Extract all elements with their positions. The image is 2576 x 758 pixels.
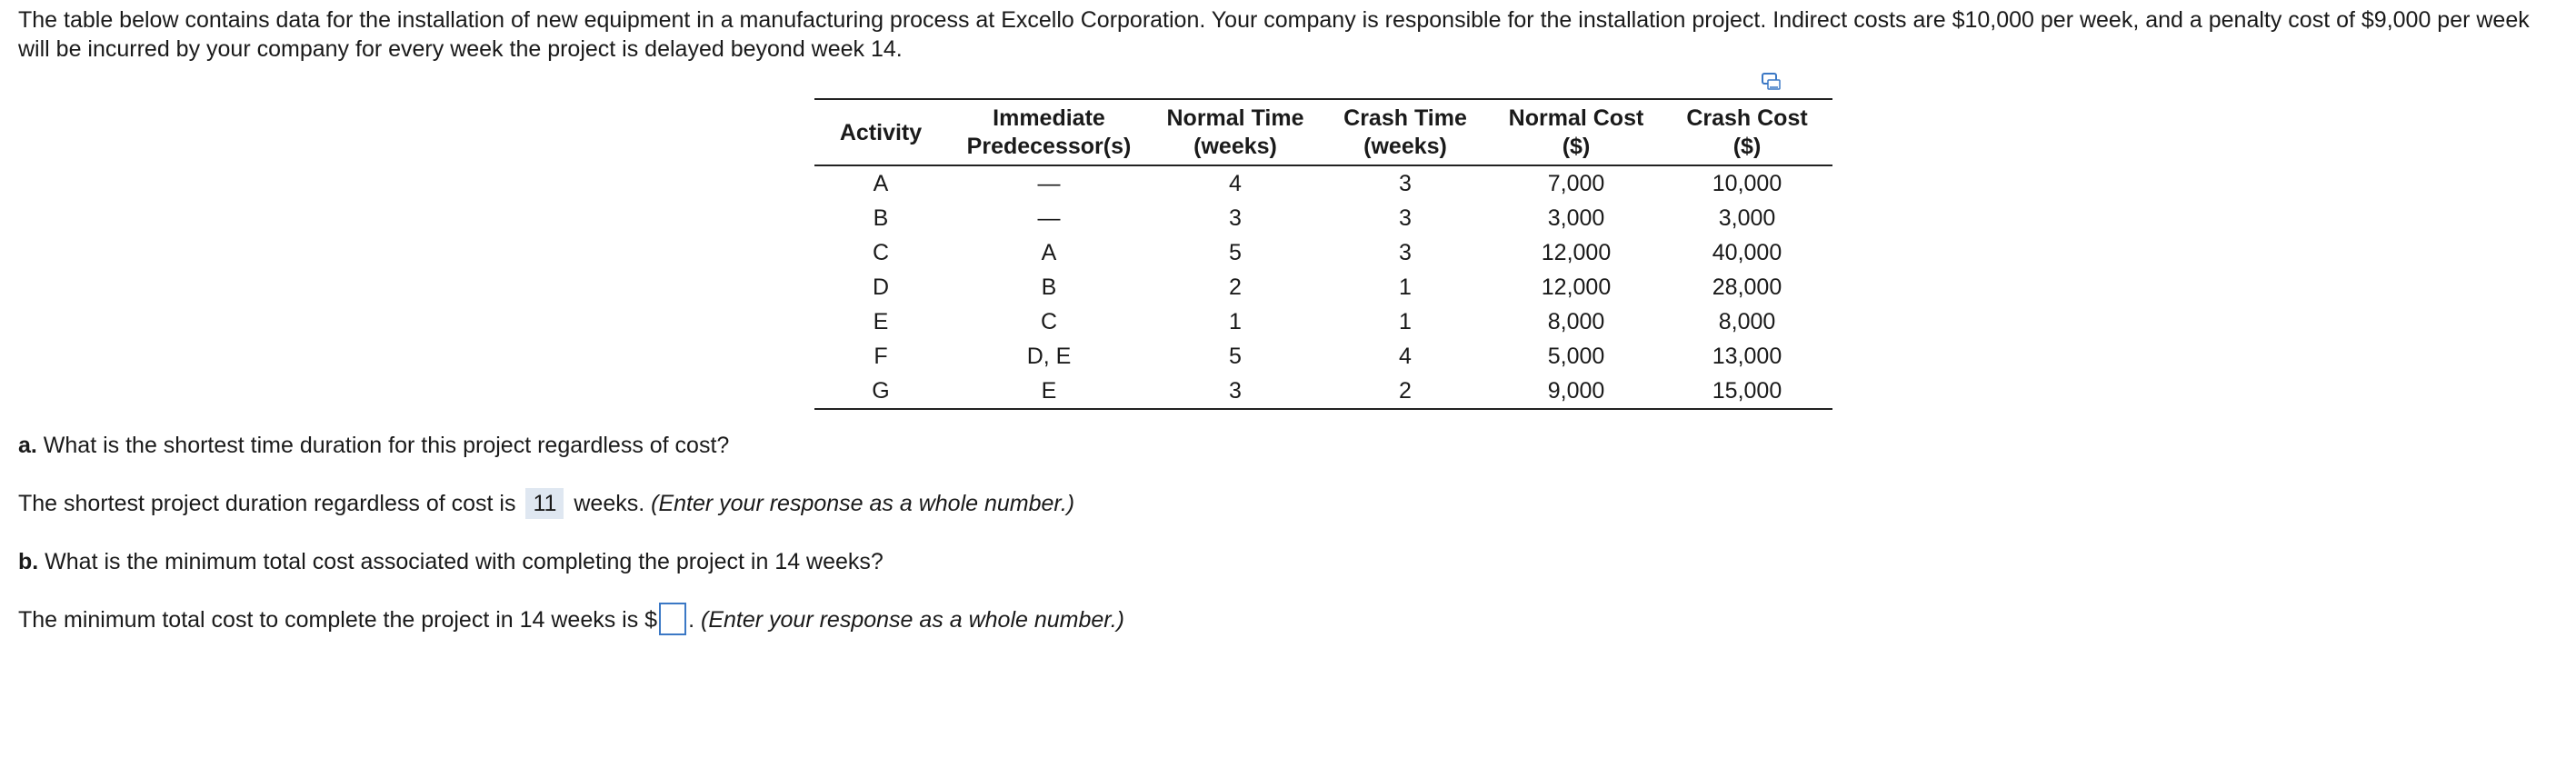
header-normal-time: Normal Time (weeks)	[1151, 99, 1320, 165]
question-a-text: What is the shortest time duration for this project regardless of cost?	[36, 433, 730, 458]
answer-b-input[interactable]	[659, 603, 686, 635]
cell-crash-time: 3	[1399, 240, 1412, 265]
header-activity: Activity	[814, 99, 947, 165]
cell-crash-time: 3	[1399, 205, 1412, 231]
cell-activity: G	[814, 374, 947, 409]
cell-normal-cost: 12,000	[1541, 240, 1612, 265]
header-predecessor: Immediate Predecessor(s)	[947, 99, 1151, 165]
cell-normal-cost: 8,000	[1547, 309, 1605, 334]
answer-a-prefix: The shortest project duration regardless of cost is	[18, 491, 516, 516]
problem-statement: The table below contains data for the installation of new equipment in a manufacturing process at Excello Corporation. Your company is responsible for the installation project. Indirect costs are $10,000 per week, and a penalty cost of $9,000 per week will be incurred by your company for every week the project is delayed beyond week 14.	[18, 7, 2530, 62]
cell-predecessor: D, E	[1026, 344, 1072, 369]
cell-predecessor: E	[947, 374, 1151, 409]
answer-a-input[interactable]: 11	[525, 488, 564, 519]
answer-b-suffix: .	[688, 607, 695, 633]
cell-normal-cost: 3,000	[1547, 205, 1605, 231]
answer-b-sentence	[18, 605, 1124, 635]
cell-crash-cost: 3,000	[1718, 205, 1776, 231]
question-a-label: a.	[18, 433, 37, 458]
header-normal-cost: Normal Cost ($)	[1491, 99, 1662, 165]
cell-normal-time: 5	[1229, 240, 1242, 265]
cell-crash-time: 2	[1320, 374, 1491, 409]
cell-normal-time: 4	[1229, 171, 1242, 196]
cell-normal-time: 5	[1229, 344, 1242, 369]
cell-crash-cost: 10,000	[1712, 171, 1782, 196]
cell-activity: F	[874, 344, 888, 369]
cell-crash-cost: 28,000	[1712, 274, 1782, 300]
answer-a-sentence	[18, 488, 1074, 519]
cell-predecessor: —	[1037, 205, 1061, 231]
cell-activity: C	[872, 240, 890, 265]
table-row	[814, 304, 1832, 339]
question-b	[18, 547, 884, 576]
cell-normal-time: 3	[1151, 374, 1320, 409]
cell-crash-cost: 13,000	[1712, 344, 1782, 369]
cell-normal-cost: 9,000	[1491, 374, 1662, 409]
cell-crash-cost: 15,000	[1662, 374, 1832, 409]
table-row	[814, 201, 1832, 235]
answer-a-hint: (Enter your response as a whole number.)	[651, 491, 1075, 516]
table-row	[814, 374, 1832, 409]
cell-predecessor: —	[1037, 171, 1061, 196]
table-row	[814, 339, 1832, 374]
header-crash-time: Crash Time (weeks)	[1320, 99, 1491, 165]
question-b-text: What is the minimum total cost associated with completing the project in 14 weeks?	[38, 549, 884, 574]
cell-normal-time: 2	[1229, 274, 1242, 300]
cell-crash-time: 4	[1399, 344, 1412, 369]
cell-activity: D	[872, 274, 890, 300]
cell-crash-cost: 8,000	[1718, 309, 1776, 334]
cell-predecessor: B	[1041, 274, 1057, 300]
cell-crash-time: 1	[1399, 274, 1412, 300]
cell-normal-cost: 7,000	[1547, 171, 1605, 196]
cell-crash-time: 3	[1399, 171, 1412, 196]
cell-crash-time: 1	[1399, 309, 1412, 334]
cell-normal-cost: 12,000	[1541, 274, 1612, 300]
cell-predecessor: A	[1041, 240, 1057, 265]
answer-b-hint: (Enter your response as a whole number.)	[701, 607, 1124, 633]
question-a	[18, 431, 729, 460]
answer-b-prefix: The minimum total cost to complete the project in 14 weeks is $	[18, 607, 658, 633]
cell-normal-time: 1	[1229, 309, 1242, 334]
table-header-row	[814, 99, 1832, 165]
cell-normal-time: 3	[1229, 205, 1242, 231]
cell-activity: B	[873, 205, 889, 231]
header-crash-cost: Crash Cost ($)	[1662, 99, 1832, 165]
table-row	[814, 165, 1832, 201]
cell-normal-cost: 5,000	[1547, 344, 1605, 369]
cell-activity: A	[873, 171, 889, 196]
cell-crash-cost: 40,000	[1712, 240, 1782, 265]
table-row	[814, 235, 1832, 270]
activity-data-table	[814, 98, 1832, 410]
cell-predecessor: C	[1040, 309, 1058, 334]
table-row	[814, 270, 1832, 304]
copy-table-icon[interactable]	[1762, 73, 1782, 91]
cell-activity: E	[873, 309, 889, 334]
answer-a-suffix: weeks.	[574, 491, 645, 516]
question-b-label: b.	[18, 549, 39, 574]
